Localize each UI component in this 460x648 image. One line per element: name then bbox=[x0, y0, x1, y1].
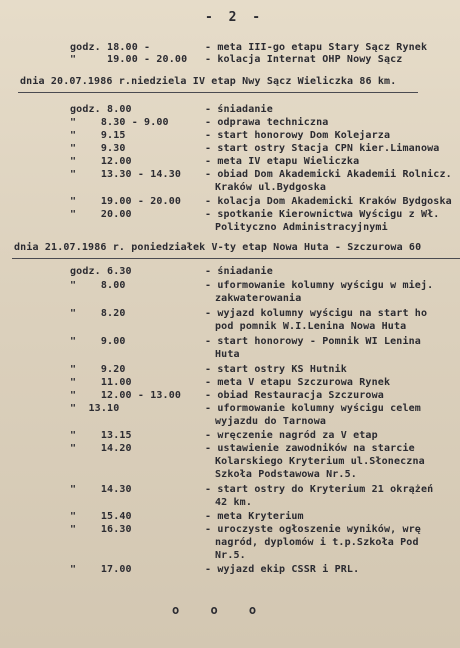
schedule-time: " 9.15 bbox=[70, 130, 126, 141]
schedule-time: " 8.00 bbox=[70, 280, 126, 291]
schedule-text: - uformowanie kolumny wyścigu w miej. bbox=[205, 280, 434, 291]
schedule-text: - wyjazd ekip CSSR i PRL. bbox=[205, 564, 360, 575]
schedule-text: Polityczno Administracyjnymi bbox=[215, 222, 388, 233]
divider bbox=[12, 258, 460, 259]
schedule-text: - odprawa techniczna bbox=[205, 117, 329, 128]
schedule-text: pod pomnik W.I.Lenina Nowa Huta bbox=[215, 321, 407, 332]
schedule-time: godz. 6.30 bbox=[70, 266, 132, 277]
end-marks: o o o bbox=[172, 603, 269, 617]
schedule-time: " 17.00 bbox=[70, 564, 132, 575]
schedule-text: - spotkanie Kierownictwa Wyścigu z Wł. bbox=[205, 209, 440, 220]
schedule-time: " 13.15 bbox=[70, 430, 132, 441]
schedule-text: - meta IV etapu Wieliczka bbox=[205, 156, 360, 167]
schedule-time: " 9.00 bbox=[70, 336, 126, 347]
schedule-time: " 12.00 - 13.00 bbox=[70, 390, 182, 401]
day-header: dnia 21.07.1986 r. poniedziałek V-ty etap Nowa Huta - Szczurowa 60 bbox=[14, 242, 422, 253]
schedule-time: " 19.00 - 20.00 bbox=[70, 196, 182, 207]
schedule-text: - meta III-go etapu Stary Sącz Rynek bbox=[205, 42, 428, 53]
schedule-text: - kolacja Dom Akademicki Kraków Bydgoska bbox=[205, 196, 452, 207]
divider bbox=[18, 92, 418, 93]
schedule-text: Huta bbox=[215, 349, 240, 360]
schedule-text: - uformowanie kolumny wyścigu celem bbox=[205, 403, 421, 414]
schedule-text: - meta V etapu Szczurowa Rynek bbox=[205, 377, 391, 388]
schedule-time: " 14.30 bbox=[70, 484, 132, 495]
schedule-text: - uroczyste ogłoszenie wyników, wrę bbox=[205, 524, 421, 535]
schedule-text: Szkoła Podstawowa Nr.5. bbox=[215, 469, 357, 480]
schedule-time: " 13.10 bbox=[70, 403, 120, 414]
schedule-time: godz. 18.00 - bbox=[70, 42, 151, 53]
schedule-text: - wręczenie nagród za V etap bbox=[205, 430, 378, 441]
schedule-text: - śniadanie bbox=[205, 104, 273, 115]
schedule-time: " 12.00 bbox=[70, 156, 132, 167]
schedule-text: - ustawienie zawodników na starcie bbox=[205, 443, 415, 454]
schedule-text: - start honorowy Dom Kolejarza bbox=[205, 130, 391, 141]
schedule-time: " 11.00 bbox=[70, 377, 132, 388]
schedule-time: " 15.40 bbox=[70, 511, 132, 522]
schedule-time: " 16.30 bbox=[70, 524, 132, 535]
schedule-text: - start ostry do Kryterium 21 okrążeń bbox=[205, 484, 434, 495]
schedule-text: - obiad Restauracja Szczurowa bbox=[205, 390, 384, 401]
schedule-text: - start ostry KS Hutnik bbox=[205, 364, 347, 375]
schedule-time: " 8.30 - 9.00 bbox=[70, 117, 169, 128]
schedule-text: - wyjazd kolumny wyścigu na start ho bbox=[205, 308, 428, 319]
schedule-time: " 9.30 bbox=[70, 143, 126, 154]
page-number: - 2 - bbox=[205, 10, 265, 25]
schedule-text: nagród, dyplomów i t.p.Szkoła Pod bbox=[215, 537, 419, 548]
schedule-text: - śniadanie bbox=[205, 266, 273, 277]
schedule-text: Kraków ul.Bydgoska bbox=[215, 182, 327, 193]
schedule-text: - kolacja Internat OHP Nowy Sącz bbox=[205, 54, 403, 65]
schedule-text: - start honorowy - Pomnik WI Lenina bbox=[205, 336, 421, 347]
schedule-time: " 19.00 - 20.00 bbox=[70, 54, 188, 65]
schedule-text: Nr.5. bbox=[215, 550, 246, 561]
schedule-time: " 9.20 bbox=[70, 364, 126, 375]
schedule-text: - obiad Dom Akademicki Akademii Rolnicz. bbox=[205, 169, 452, 180]
schedule-text: - meta Kryterium bbox=[205, 511, 304, 522]
schedule-time: " 14.20 bbox=[70, 443, 132, 454]
schedule-text: - start ostry Stacja CPN kier.Limanowa bbox=[205, 143, 440, 154]
schedule-text: zakwaterowania bbox=[215, 293, 302, 304]
schedule-time: " 20.00 bbox=[70, 209, 132, 220]
schedule-time: " 8.20 bbox=[70, 308, 126, 319]
schedule-text: Kolarskiego Kryterium ul.Słoneczna bbox=[215, 456, 425, 467]
schedule-text: wyjazdu do Tarnowa bbox=[215, 416, 327, 427]
schedule-time: godz. 8.00 bbox=[70, 104, 132, 115]
schedule-text: 42 km. bbox=[215, 497, 253, 508]
day-header: dnia 20.07.1986 r.niedziela IV etap Nwy Sącz Wieliczka 86 km. bbox=[20, 76, 397, 87]
schedule-time: " 13.30 - 14.30 bbox=[70, 169, 182, 180]
